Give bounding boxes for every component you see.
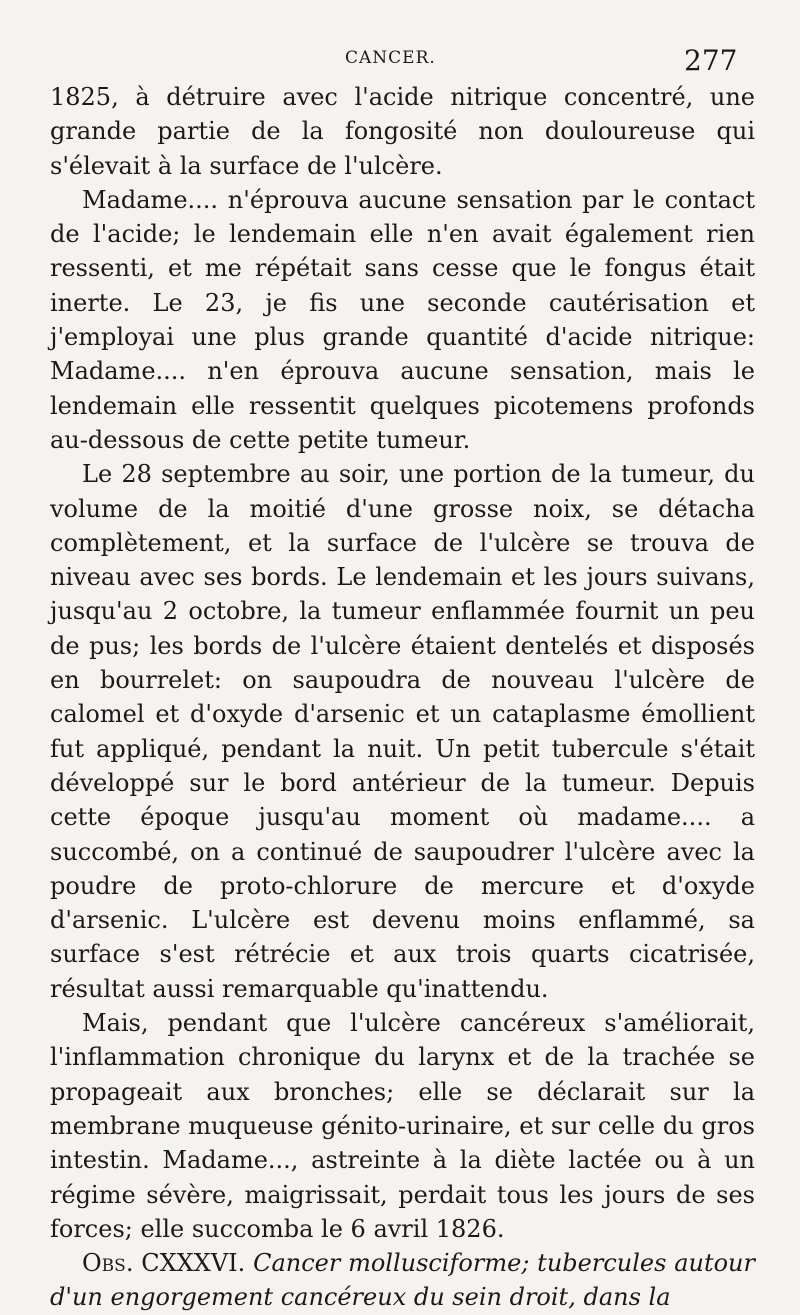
body-text: [50, 80, 755, 1315]
observation-heading: [50, 1246, 755, 1315]
paragraph-death: Mais, pendant que l'ulcère cancéreux s'améliorait, l'inflammation chronique du larynx et de la trachée se propageait aux bronches; elle se déclarait sur la membrane muqueuse génito-urinaire, et sur celle du gros intestin. Madame..., astreinte à la diète lactée ou à un régime sévère, maigrissait, perdait tous les jours de ses forces; elle succomba le 6 avril 1826.: [50, 1009, 755, 1243]
observation-title: Cancer mollusciforme; tubercules autour d'un engorgement cancéreux du sein droit, dans la: [50, 1249, 755, 1312]
observation-label: Obs. CXXXVI.: [82, 1249, 246, 1278]
paragraph-first-cauterisation: Madame.... n'éprouva aucune sensation par le contact de l'acide; le lendemain elle n'en avait également rien ressenti, et me répétait sans cesse que le fongus était inerte. Le 23, je fis une seconde cautérisation et j'employai une plus grande quantité d'acide nitrique: Madame.... n'en éprouva aucune sensation, mais le lendemain elle ressentit quelques picotemens profonds au-dessous de cette petite tumeur.: [50, 185, 755, 454]
paragraph-continuation: 1825, à détruire avec l'acide nitrique concentré, une grande partie de la fongosité non douloureuse qui s'élevait à la surface de l'ulcère.: [50, 83, 755, 180]
running-head: CANCER.: [345, 48, 436, 68]
paragraph-september-october: Le 28 septembre au soir, une portion de la tumeur, du volume de la moitié d'une grosse noix, se détacha complètement, et la surface de l'ulcère se trouva de niveau avec ses bords. Le lendemain et les jours suivans, jusqu'au 2 octobre, la tumeur enflammée fournit un peu de pus; les bords de l'ulcère étaient dentelés et disposés en bourrelet: on saupoudra de nouveau l'ulcère de calomel et d'oxyde d'arsenic et un cataplasme émollient fut appliqué, pendant la nuit. Un petit tubercule s'était développé sur le bord antérieur de la tumeur. Depuis cette époque jusqu'au moment où madame.... a succombé, on a continué de saupoudrer l'ulcère avec la poudre de proto-chlorure de mercure et d'oxyde d'arsenic. L'ulcère est devenu moins enflammé, sa surface s'est rétrécie et aux trois quarts cicatrisée, résultat aussi remarquable qu'inattendu.: [50, 460, 755, 1003]
page-header: [0, 44, 800, 84]
page-number: 277: [684, 44, 738, 77]
